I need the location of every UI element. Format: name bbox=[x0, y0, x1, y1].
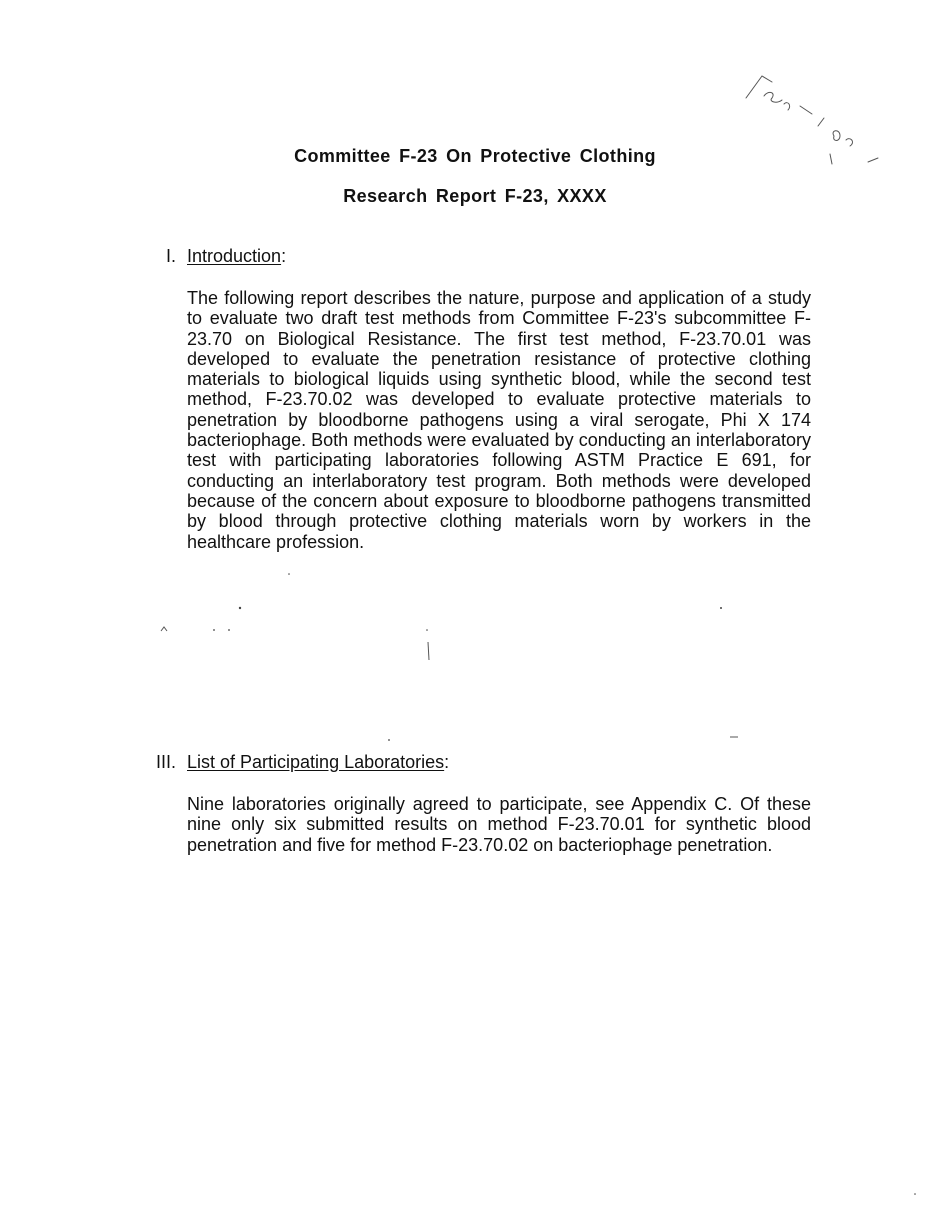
laboratories-paragraph: Nine laboratories originally agreed to participate, see Appendix C. Of these nine only six submitted results on method F-23.70.01 for synthetic blood penetration and five for method F-23.70.02 on bacteriophage penetration. bbox=[187, 794, 811, 855]
section-heading-label: List of Participating Laboratories bbox=[187, 752, 445, 772]
section-heading-colon: : bbox=[281, 246, 287, 266]
section-heading-text bbox=[187, 246, 286, 267]
committee-title: Committee F-23 On Protective Clothing bbox=[294, 146, 656, 166]
report-title: Research Report F-23, XXXX bbox=[343, 186, 607, 206]
introduction-paragraph: The following report describes the nature, purpose and application of a study to evaluate two draft test methods from Committee F-23's subcommittee F-23.70 on Biological Resistance. The first test method, F-23.70.01 was developed to evaluate the penetration resistance of protective clothing materials to biological liquids using synthetic blood, while the second test method, F-23.70.02 was developed to evaluate protective materials to penetration by bloodborne pathogens using a viral serogate, Phi X 174 bacteriophage. Both methods were evaluated by conducting an interlaboratory test with participating laboratories following ASTM Practice E 691, for conducting an interlaboratory test program. Both methods were developed because of the concern about exposure to bloodborne pathogens transmitted by blood through protective clothing materials worn by workers in the healthcare profession. bbox=[187, 288, 811, 552]
section-heading-colon: : bbox=[444, 752, 450, 772]
section-numeral: III. bbox=[155, 752, 176, 772]
section-heading-text bbox=[187, 752, 449, 773]
section-heading-label: Introduction bbox=[187, 246, 282, 266]
section-numeral: I. bbox=[165, 246, 176, 266]
